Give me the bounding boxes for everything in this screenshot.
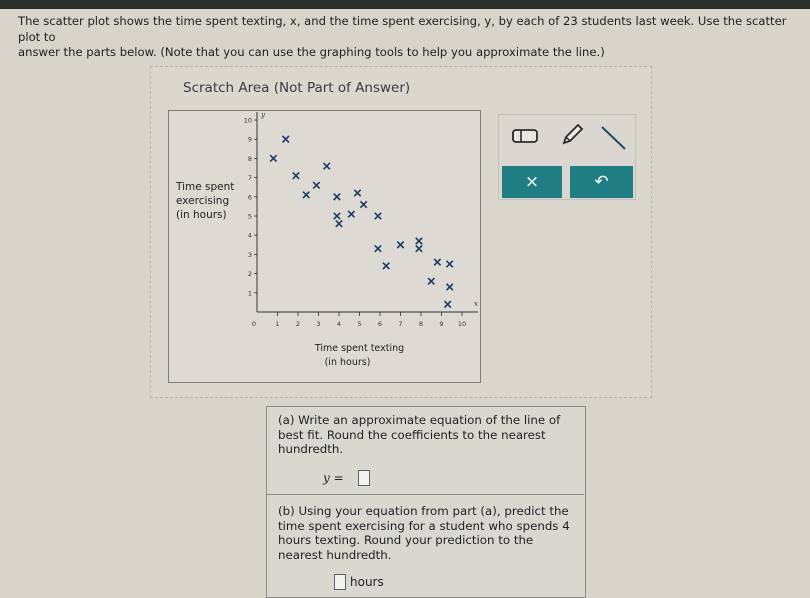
x-tick-label: 7 <box>398 320 403 328</box>
data-point <box>375 245 381 251</box>
x-tick-label: 6 <box>377 320 383 328</box>
data-point <box>334 213 340 219</box>
scratch-area-title: Scratch Area (Not Part of Answer) <box>183 80 411 96</box>
data-point <box>447 284 453 290</box>
problem-line-2: answer the parts below. (Note that you can use the graphing tools to help you approximate the line.) <box>18 45 605 59</box>
data-point <box>360 201 366 207</box>
data-point <box>434 259 440 265</box>
y-tick-label: 7 <box>247 174 252 183</box>
x-axis-label-line-2: (in hours) <box>324 357 371 368</box>
data-point <box>303 192 309 198</box>
question-b-text: (b) Using your equation from part (a), predict the time spent exercising for a student who spends 4 hours texting. Round your prediction to the nearest hundredth. <box>278 504 570 562</box>
top-bar <box>0 0 810 9</box>
clear-button[interactable]: × <box>502 166 562 198</box>
x-tick-label: 5 <box>357 320 362 328</box>
data-point <box>293 172 299 178</box>
data-point <box>313 182 319 188</box>
x-variable-label: x <box>474 300 478 308</box>
problem-line-1: The scatter plot shows the time spent texting, x, and the time spent exercising, y, by each of 23 students last week. Use the scatter plot to <box>18 14 787 44</box>
y-axis-label-line-1: Time spent <box>176 181 235 193</box>
data-point <box>270 155 276 161</box>
problem-statement <box>18 14 798 61</box>
y-tick-label: 9 <box>247 135 252 144</box>
y-tick-label: 8 <box>247 154 252 163</box>
x-tick-label: 4 <box>336 320 342 328</box>
y-tick-label: 10 <box>243 116 252 125</box>
data-point <box>324 163 330 169</box>
answer-divider <box>266 494 584 495</box>
x-tick-label: 0 <box>251 320 257 328</box>
question-a-text: (a) Write an approximate equation of the line of best fit. Round the coefficients to the nearest hundredth. <box>278 413 561 456</box>
x-tick-label: 9 <box>439 320 444 328</box>
line-tool-icon[interactable] <box>598 122 628 152</box>
data-point <box>416 245 422 251</box>
y-axis-label-line-2: exercising <box>176 195 230 207</box>
x-tick-label: 10 <box>457 320 467 328</box>
pencil-icon[interactable] <box>557 120 587 150</box>
data-point <box>375 213 381 219</box>
undo-button[interactable]: ↶ <box>570 166 633 198</box>
data-point <box>416 238 422 244</box>
data-point <box>283 136 289 142</box>
equation-answer-input[interactable] <box>358 470 370 486</box>
data-point <box>334 194 340 200</box>
hours-unit-label: hours <box>350 575 384 589</box>
equation-lhs: y = <box>323 471 344 485</box>
prediction-answer-input[interactable] <box>334 574 346 590</box>
scatter-plot[interactable] <box>168 110 479 381</box>
y-tick-label: 2 <box>247 270 252 279</box>
x-tick-label: 2 <box>295 320 301 328</box>
x-tick-label: 1 <box>275 320 280 328</box>
data-point <box>336 220 342 226</box>
y-axis-label-line-3: (in hours) <box>176 209 227 221</box>
data-point <box>354 190 360 196</box>
y-tick-label: 4 <box>247 231 252 240</box>
y-tick-label: 6 <box>247 193 252 202</box>
y-tick-label: 3 <box>247 250 252 259</box>
data-point <box>428 278 434 284</box>
data-point <box>383 263 389 269</box>
y-tick-label: 5 <box>247 212 252 221</box>
data-point <box>444 301 450 307</box>
data-point <box>348 211 354 217</box>
x-tick-label: 3 <box>316 320 321 328</box>
y-tick-label: 1 <box>247 289 252 298</box>
y-variable-label: y <box>261 111 265 119</box>
x-axis-label-line-1: Time spent texting <box>314 343 405 354</box>
data-point <box>397 242 403 248</box>
x-tick-label: 8 <box>418 320 424 328</box>
data-point <box>447 261 453 267</box>
eraser-icon[interactable] <box>510 124 540 148</box>
